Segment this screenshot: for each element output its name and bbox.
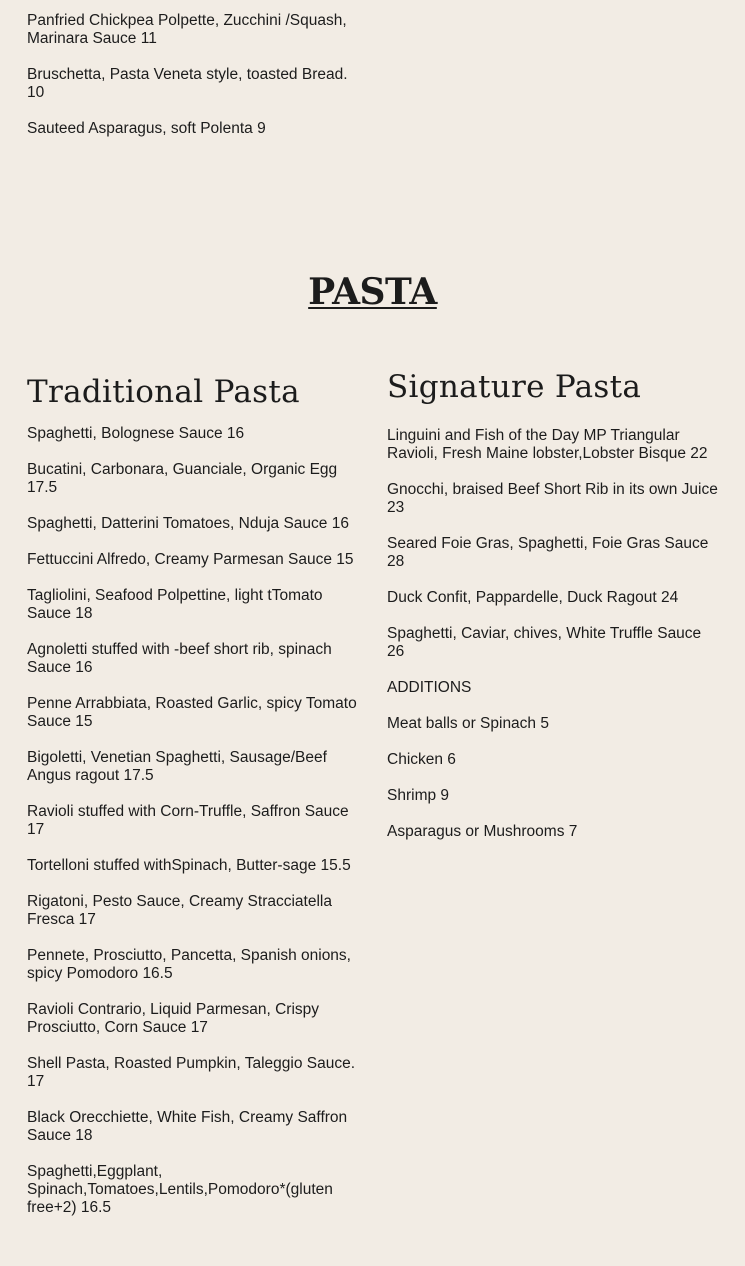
menu-item: Rigatoni, Pesto Sauce, Creamy Stracciatella Fresca 17 xyxy=(27,893,332,928)
addition-item: Meat balls or Spinach 5 xyxy=(387,715,549,732)
menu-item: Duck Confit, Pappardelle, Duck Ragout 24 xyxy=(387,589,679,606)
menu-item: Black Orecchiette, White Fish, Creamy Saffron Sauce 18 xyxy=(27,1109,348,1144)
menu-item: Panfried Chickpea Polpette, Zucchini /Squash, Marinara Sauce 11 xyxy=(27,12,347,47)
menu-item: Linguini and Fish of the Day MP Triangular Ravioli, Fresh Maine lobster,Lobster Bisque 22 xyxy=(387,427,708,462)
menu-item: Spaghetti, Bolognese Sauce 16 xyxy=(27,425,245,442)
menu-item: Tagliolini, Seafood Polpettine, light tTomato Sauce 18 xyxy=(27,587,323,622)
menu-item: Penne Arrabbiata, Roasted Garlic, spicy Tomato Sauce 15 xyxy=(27,695,357,730)
section-title xyxy=(0,268,745,316)
menu-item: Sauteed Asparagus, soft Polenta 9 xyxy=(27,120,266,137)
menu-item: Ravioli Contrario, Liquid Parmesan, Crispy Prosciutto, Corn Sauce 17 xyxy=(27,1001,320,1036)
menu-item: Agnoletti stuffed with -beef short rib, spinach Sauce 16 xyxy=(27,641,332,676)
menu-item: Bruschetta, Pasta Veneta style, toasted Bread. 10 xyxy=(27,66,348,101)
addition-item: Shrimp 9 xyxy=(387,787,450,804)
section-title-text: PASTA xyxy=(308,271,437,313)
menu-item: Spaghetti, Datterini Tomatoes, Nduja Sauce 16 xyxy=(27,515,349,532)
menu-item: Spaghetti,Eggplant, Spinach,Tomatoes,Lentils,Pomodoro*(gluten free+2) 16.5 xyxy=(27,1163,333,1216)
addition-item: Asparagus or Mushrooms 7 xyxy=(387,823,578,840)
menu-item: Gnocchi, braised Beef Short Rib in its own Juice 23 xyxy=(387,481,718,516)
traditional-pasta-column xyxy=(27,374,357,1235)
menu-item: Shell Pasta, Roasted Pumpkin, Taleggio Sauce. 17 xyxy=(27,1055,355,1090)
menu-item: Spaghetti, Caviar, chives, White Truffle Sauce 26 xyxy=(387,625,702,660)
menu-item: Pennete, Prosciutto, Pancetta, Spanish onions, spicy Pomodoro 16.5 xyxy=(27,947,351,982)
menu-item: Tortelloni stuffed withSpinach, Butter-sage 15.5 xyxy=(27,857,351,874)
menu-item: Fettuccini Alfredo, Creamy Parmesan Sauce 15 xyxy=(27,551,354,568)
menu-item: Bucatini, Carbonara, Guanciale, Organic Egg 17.5 xyxy=(27,461,338,496)
addition-item: Chicken 6 xyxy=(387,751,456,768)
traditional-pasta-heading: Traditional Pasta xyxy=(27,374,300,410)
menu-item: Seared Foie Gras, Spaghetti, Foie Gras Sauce 28 xyxy=(387,535,709,570)
additions-label: ADDITIONS xyxy=(387,679,472,696)
menu-item: Ravioli stuffed with Corn-Truffle, Saffron Sauce 17 xyxy=(27,803,349,838)
signature-pasta-column xyxy=(387,369,722,859)
signature-pasta-heading: Signature Pasta xyxy=(387,369,642,405)
appetizer-list xyxy=(27,12,367,156)
menu-item: Bigoletti, Venetian Spaghetti, Sausage/Beef Angus ragout 17.5 xyxy=(27,749,327,784)
